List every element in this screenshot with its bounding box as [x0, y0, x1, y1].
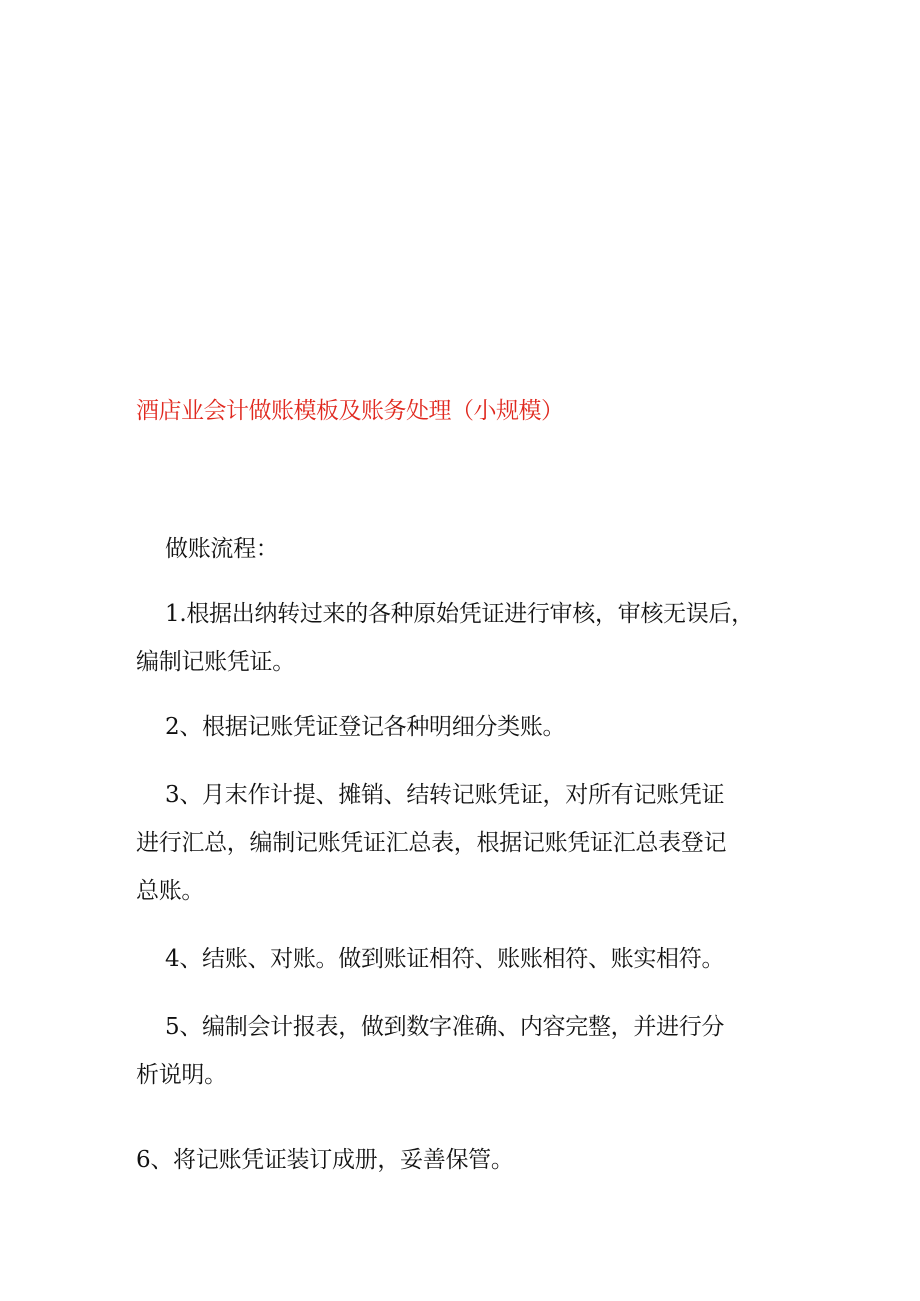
step-4-text-1: 结账、对账。做到账证相符、账账相符、账实相符。 [202, 946, 725, 972]
step-5-number: 5、 [165, 1014, 203, 1040]
step-2-line-1 [136, 703, 796, 751]
process-heading-text: 做账流程： [165, 536, 279, 562]
step-6 [136, 1136, 796, 1184]
step-1-text-1: 根据出纳转过来的各种原始凭证进行审核，审核无误后， [186, 601, 754, 627]
step-3 [136, 771, 796, 915]
step-1-line-2: 编制记账凭证。 [136, 649, 295, 675]
step-4-line-1 [136, 935, 796, 983]
step-2-text-1: 根据记账凭证登记各种明细分类账。 [202, 714, 566, 740]
step-2 [136, 703, 796, 751]
process-heading [136, 525, 825, 573]
step-1-number: 1. [165, 601, 187, 627]
step-3-text-1: 月末作计提、摊销、结转记账凭证，对所有记账凭证 [202, 782, 725, 808]
step-5-text-1: 编制会计报表，做到数字准确、内容完整，并进行分 [202, 1014, 725, 1040]
step-5 [136, 1003, 796, 1099]
step-3-number: 3、 [165, 782, 203, 808]
document-title: 酒店业会计做账模板及账务处理（小规模） [136, 398, 564, 424]
step-6-number: 6、 [136, 1147, 174, 1173]
step-3-line-1 [136, 771, 796, 819]
step-3-line-3: 总账。 [136, 878, 205, 904]
step-1 [136, 590, 796, 686]
step-1-line-1 [136, 590, 796, 638]
step-5-line-1 [136, 1003, 796, 1051]
step-2-number: 2、 [165, 714, 203, 740]
step-5-line-2: 析说明。 [136, 1062, 227, 1088]
step-6-text-1: 将记账凭证装订成册，妥善保管。 [173, 1147, 514, 1173]
step-4 [136, 935, 796, 983]
step-3-line-2: 进行汇总，编制记账凭证汇总表，根据记账凭证汇总表登记 [136, 830, 727, 856]
step-4-number: 4、 [165, 946, 203, 972]
step-6-line-1 [136, 1136, 796, 1184]
